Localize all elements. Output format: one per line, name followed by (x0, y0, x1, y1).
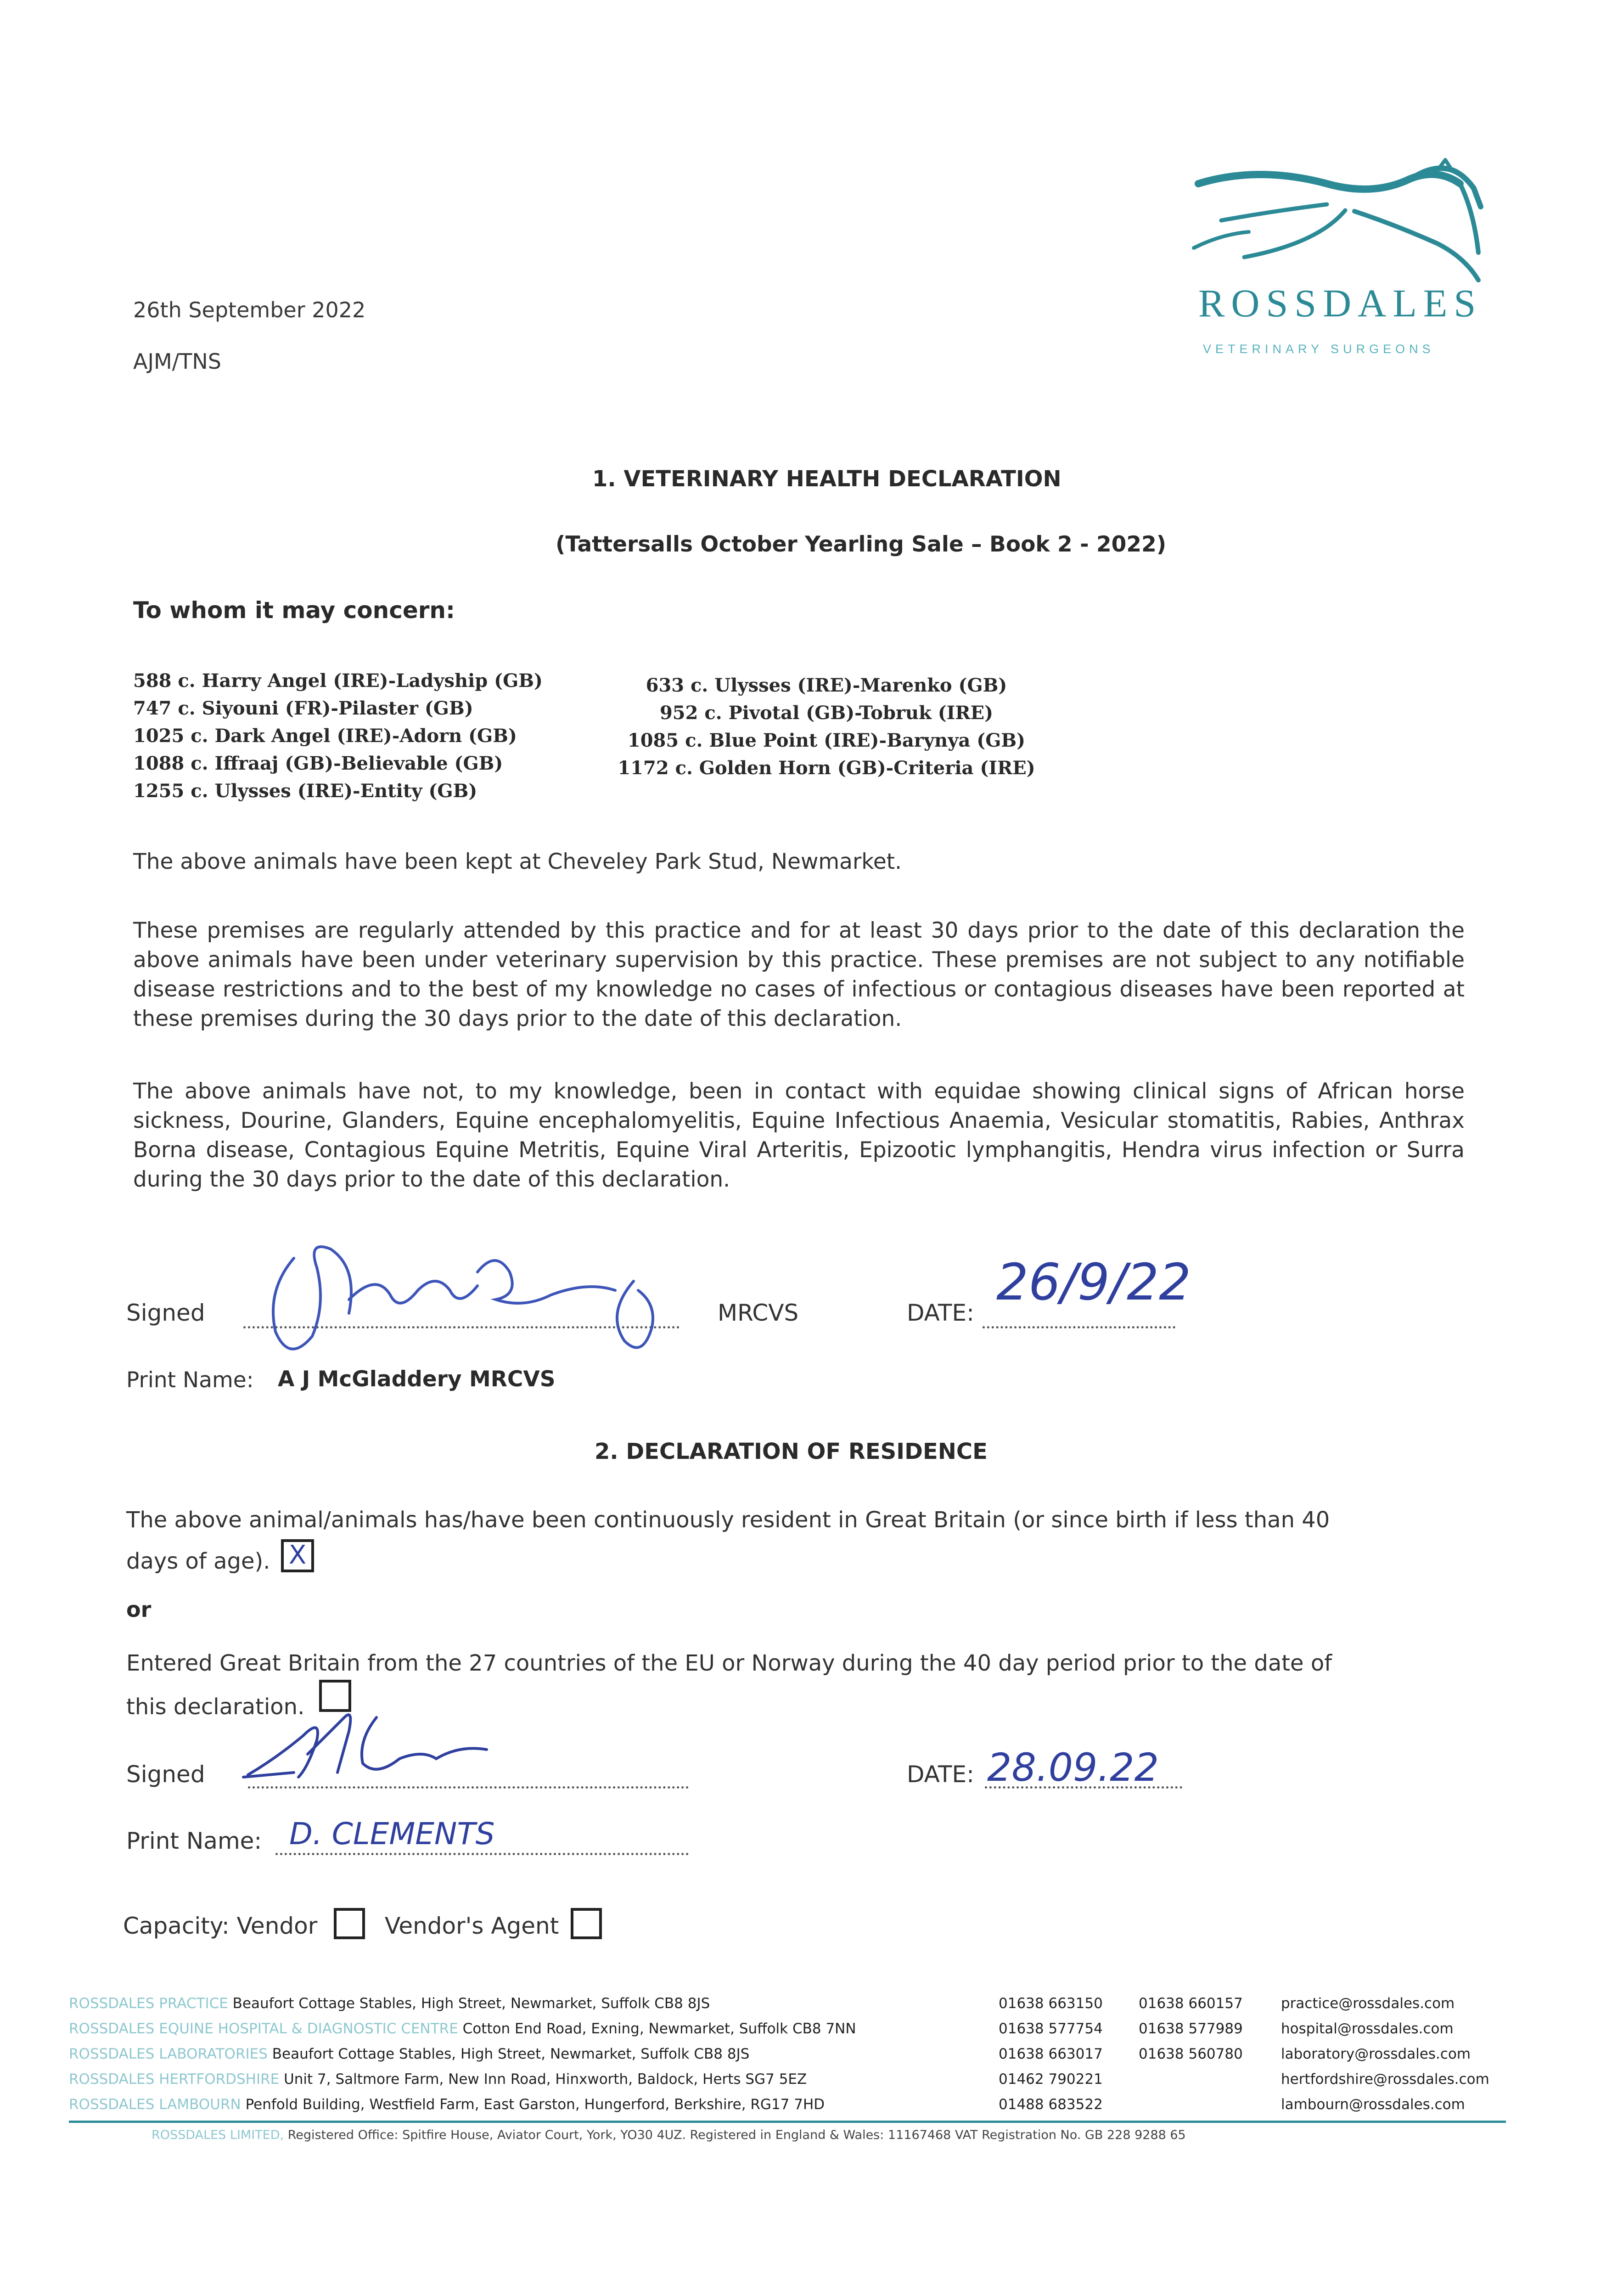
list-item: 588 c. Harry Angel (IRE)-Ladyship (GB) (133, 670, 543, 692)
vendors-agent-label: Vendor's Agent (385, 1913, 559, 1939)
vendor-print-name-line (275, 1853, 689, 1855)
capacity-vendor-label: Capacity: Vendor (123, 1913, 318, 1939)
footer-email: laboratory@rossdales.com (1281, 2046, 1471, 2062)
salutation: To whom it may concern: (133, 597, 455, 624)
horse-list-left (133, 667, 543, 805)
list-item: 1172 c. Golden Horn (GB)-Criteria (IRE) (618, 757, 1035, 779)
vendor-signed-label: Signed (126, 1761, 205, 1788)
vet-date-line (983, 1326, 1175, 1328)
list-item: 1025 c. Dark Angel (IRE)-Adorn (GB) (133, 725, 517, 747)
footer-row: ROSSDALES HERTFORDSHIRE Unit 7, Saltmore Farm, New Inn Road, Hinxworth, Baldock, Herts SG7 5EZ (69, 2071, 807, 2088)
rossdales-logo (1180, 156, 1501, 372)
mrcvs-label: MRCVS (718, 1300, 799, 1326)
or-label: or (126, 1597, 152, 1622)
footer-email: hospital@rossdales.com (1281, 2020, 1454, 2037)
letter-reference: AJM/TNS (133, 349, 221, 374)
list-item: 952 c. Pivotal (GB)-Tobruk (IRE) (659, 702, 994, 724)
footer-divider (69, 2121, 1506, 2123)
vendor-signature (239, 1699, 523, 1786)
section1-title: 1. VETERINARY HEALTH DECLARATION (592, 466, 1061, 492)
paragraph-disease-contact: The above animals have not, to my knowledge, been in contact with equidae showing clinical signs of African horse sickness, Dourine, Glanders, Equine encephalomyelitis, Equine Infectious Anaemia, Vesicular stomatitis, Rabies, Anthrax Borna disease, Contagious Equine Metritis, Equine Viral Arteritis, Epizootic lymphangitis, Hendra virus infection or Surra during the 30 days prior to the date of this declaration. (133, 1079, 1465, 1192)
footer-row: ROSSDALES EQUINE HOSPITAL & DIAGNOSTIC CENTRE Cotton End Road, Exning, Newmarket, Suffolk CB8 7NN (69, 2020, 856, 2037)
list-item: 1255 c. Ulysses (IRE)-Entity (GB) (133, 780, 477, 802)
vendor-print-name-label: Print Name: (126, 1828, 262, 1854)
footer-row: ROSSDALES PRACTICE Beaufort Cottage Stables, High Street, Newmarket, Suffolk CB8 8JS (69, 1995, 710, 2012)
footer-row: ROSSDALES LABORATORIES Beaufort Cottage Stables, High Street, Newmarket, Suffolk CB8 8JS (69, 2046, 750, 2062)
horse-logo-icon (1180, 156, 1501, 289)
paragraph-supervision: These premises are regularly attended by this practice and for at least 30 days prior to the date of this declaration the above animals have been under veterinary supervision by this practice. These premises are not subject to any notifiable disease restrictions and to the best of my knowledge no cases of infectious or contagious diseases have been reported at these premises during the 30 days prior to the date of this declaration. (133, 918, 1465, 1031)
logo-subtitle: VETERINARY SURGEONS (1203, 342, 1435, 356)
residence-option1-line1: The above animal/animals has/have been continuously resident in Great Britain (or since birth if less than 40 (126, 1507, 1330, 1533)
footer-phone: 01638 577754 (999, 2020, 1103, 2037)
print-name-label: Print Name: (126, 1367, 254, 1393)
paragraph-premises: The above animals have been kept at Cheveley Park Stud, Newmarket. (133, 849, 902, 874)
footer-phone-secondary: 01638 560780 (1139, 2046, 1243, 2062)
list-item: 633 c. Ulysses (IRE)-Marenko (GB) (646, 675, 1007, 696)
list-item: 747 c. Siyouni (FR)-Pilaster (GB) (133, 698, 473, 719)
vendor-signature-line (248, 1786, 689, 1789)
section1-subtitle: (Tattersalls October Yearling Sale – Book 2 - 2022) (556, 532, 1167, 557)
footer-registered-office: ROSSDALES LIMITED, Registered Office: Spitfire House, Aviator Court, York, YO30 4UZ. Registered in England & Wales: 11167468 VAT Registration No. GB 228 9288 65 (152, 2128, 1186, 2142)
footer-email: lambourn@rossdales.com (1281, 2096, 1465, 2113)
vendors-agent-checkbox[interactable] (571, 1908, 602, 1939)
print-name-value: A J McGladdery MRCVS (278, 1367, 556, 1392)
vendor-date-label: DATE: (907, 1761, 974, 1788)
residence-option2-line2: this declaration. (126, 1694, 305, 1720)
footer-phone: 01488 683522 (999, 2096, 1103, 2113)
footer-email: practice@rossdales.com (1281, 1995, 1455, 2012)
logo-wordmark: ROSSDALES (1198, 281, 1483, 325)
list-item: 1088 c. Iffraaj (GB)-Believable (GB) (133, 753, 503, 774)
horse-list-right (601, 672, 1051, 782)
footer-phone: 01462 790221 (999, 2071, 1103, 2088)
vet-date-label: DATE: (907, 1300, 974, 1326)
vendor-checkbox[interactable] (334, 1908, 365, 1939)
residence-option2-line1: Entered Great Britain from the 27 countries of the EU or Norway during the 40 day period prior to the date of (126, 1650, 1332, 1676)
footer-phone-secondary: 01638 660157 (1139, 1995, 1243, 2012)
footer-email: hertfordshire@rossdales.com (1281, 2071, 1489, 2088)
residence-option1-line2: days of age). (126, 1548, 270, 1574)
signed-label: Signed (126, 1300, 205, 1326)
vet-date-handwritten: 26/9/22 (996, 1253, 1191, 1311)
vendor-print-name-handwritten: D. CLEMENTS (289, 1816, 495, 1851)
vet-signature (239, 1221, 698, 1373)
footer-phone-secondary: 01638 577989 (1139, 2020, 1243, 2037)
footer-phone: 01638 663150 (999, 1995, 1103, 2012)
letter-date: 26th September 2022 (133, 298, 366, 322)
vendor-date-handwritten: 28.09.22 (987, 1745, 1159, 1790)
list-item: 1085 c. Blue Point (IRE)-Barynya (GB) (627, 730, 1026, 751)
resident-checkbox[interactable]: X (281, 1539, 314, 1572)
footer-row: ROSSDALES LAMBOURN Penfold Building, Westfield Farm, East Garston, Hungerford, Berkshire, RG17 7HD (69, 2096, 825, 2113)
section2-title: 2. DECLARATION OF RESIDENCE (595, 1439, 988, 1464)
footer-phone: 01638 663017 (999, 2046, 1103, 2062)
